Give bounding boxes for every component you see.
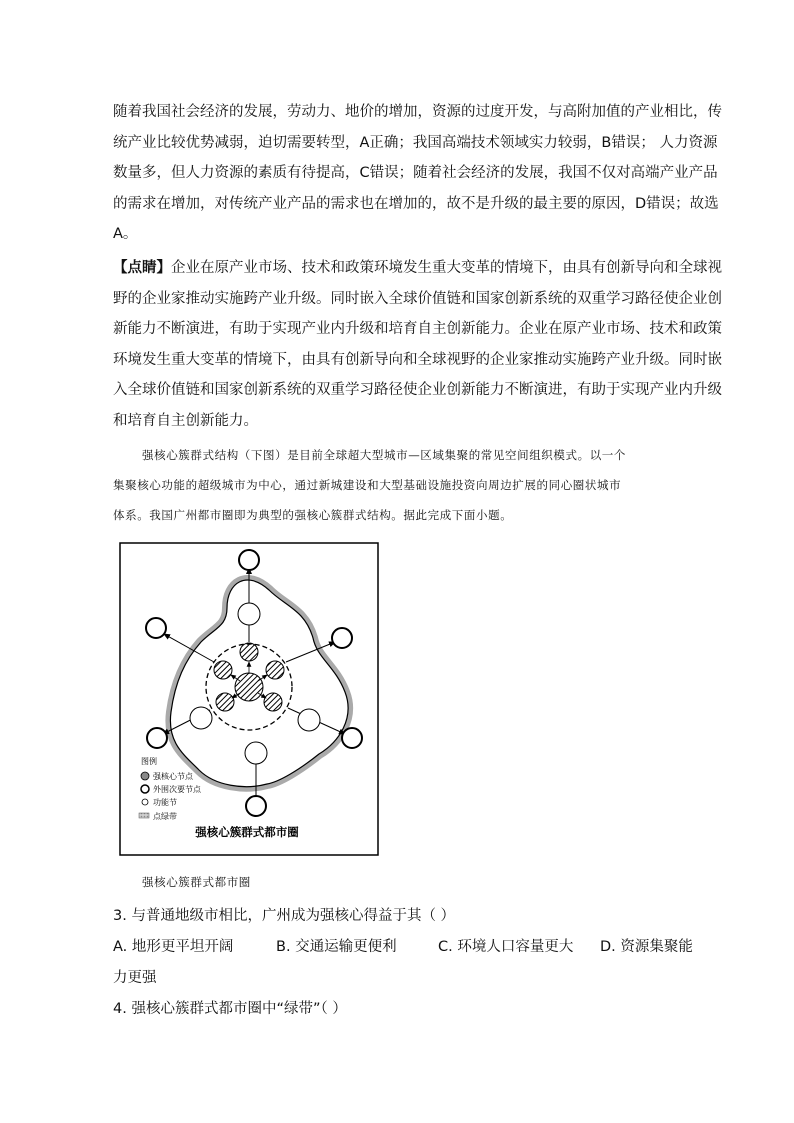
- legend-strong-core-icon: [141, 772, 149, 780]
- legend-label: 点绿带: [153, 812, 177, 821]
- option-d-continued: 力更强: [113, 970, 157, 986]
- outer-secondary-node: [239, 550, 259, 570]
- function-node: [298, 709, 320, 731]
- strong-core-node: [266, 661, 284, 679]
- central-core-node: [235, 673, 263, 701]
- function-node: [190, 707, 212, 729]
- option-a: A. 地形更平坦开阔: [113, 939, 234, 955]
- function-node: [245, 742, 267, 764]
- text-line: 企业在原产业市场、技术和政策环境发生重大变革的情境下，由具有创新导向和全球视: [171, 260, 722, 276]
- outer-secondary-node: [332, 628, 352, 648]
- text-line: 环境发生重大变革的情境下，由具有创新导向和全球视野的企业家推动实施跨产业升级。同时嵌: [113, 351, 722, 368]
- text-line: 统产业比较优势减弱，迫切需要转型，A正确；我国高端技术领域实力较弱，B错误； 人力资源: [113, 134, 718, 151]
- legend-label: 强核心节点: [153, 772, 193, 781]
- text-line: 和培育自主创新能力。: [113, 412, 258, 429]
- legend-label: 外围次要节点: [153, 785, 201, 794]
- dianjing-label: 【点睛】: [113, 260, 171, 276]
- legend-function-node-icon: [142, 799, 148, 805]
- figure-caption: 强核心簇群式都市圈: [142, 875, 251, 889]
- strong-core-node: [216, 693, 234, 711]
- text-line: 入全球价值链和国家创新系统的双重学习路径使企业创新能力不断演进，有助于实现产业内升级: [113, 382, 722, 398]
- intro-line: 强核心簇群式结构（下图）是目前全球超大型城市—区域集聚的常见空间组织模式。以一个: [142, 448, 626, 462]
- outer-secondary-node: [342, 728, 362, 748]
- legend-green-belt-icon: [139, 813, 149, 818]
- text-line: 的需求在增加，对传统产业产品的需求也在增加的，故不是升级的最主要的原因，D错误；故选: [113, 195, 719, 212]
- text-line: 随着我国社会经济的发展，劳动力、地价的增加，资源的过度开发，与高附加值的产业相比，传: [113, 104, 722, 120]
- answer-explanation: [113, 97, 722, 250]
- legend-label: 功能节: [153, 798, 177, 807]
- text-line: 野的企业家推动实施跨产业升级。同时嵌入全球价值链和国家创新系统的双重学习路径使企业创: [113, 290, 722, 307]
- intro-line: 体系。我国广州都市圈即为典型的强核心簇群式结构。据此完成下面小题。: [113, 508, 513, 522]
- option-c: C. 环境人口容量更大: [438, 939, 574, 955]
- legend-outer-node-icon: [141, 785, 149, 793]
- strong-core-node: [264, 693, 282, 711]
- question-3-stem: 3. 与普通地级市相比，广州成为强核心得益于其（ ）: [113, 908, 456, 924]
- question-4-stem: 4. 强核心簇群式都市圈中“绿带”（ ）: [113, 1001, 347, 1017]
- option-d: D. 资源集聚能: [600, 939, 693, 955]
- legend-title: 图例: [141, 757, 157, 766]
- function-node: [238, 603, 260, 625]
- strong-core-node: [214, 661, 232, 679]
- outer-secondary-node: [147, 728, 167, 748]
- intro-line: 集聚核心功能的超级城市为中心，通过新城建设和大型基础设施投资向周边扩展的同心圈状城市: [113, 478, 622, 492]
- dianjing-paragraph: [113, 253, 722, 436]
- text-line: 数量多，但人力资源的素质有待提高，C错误；随着社会经济的发展，我国不仅对高端产业产品: [113, 165, 718, 181]
- outer-secondary-node: [246, 796, 266, 816]
- text-line: 新能力不断演进，有助于实现产业内升级和培育自主创新能力。企业在原产业市场、技术和政策: [113, 321, 722, 337]
- option-b: B. 交通运输更便利: [276, 939, 397, 955]
- figure-inner-title: 强核心簇群式都市圈: [195, 827, 299, 839]
- strong-core-node: [240, 643, 258, 661]
- outer-secondary-node: [146, 618, 166, 638]
- metro-area-diagram: [119, 542, 379, 856]
- text-line: A。: [113, 226, 138, 242]
